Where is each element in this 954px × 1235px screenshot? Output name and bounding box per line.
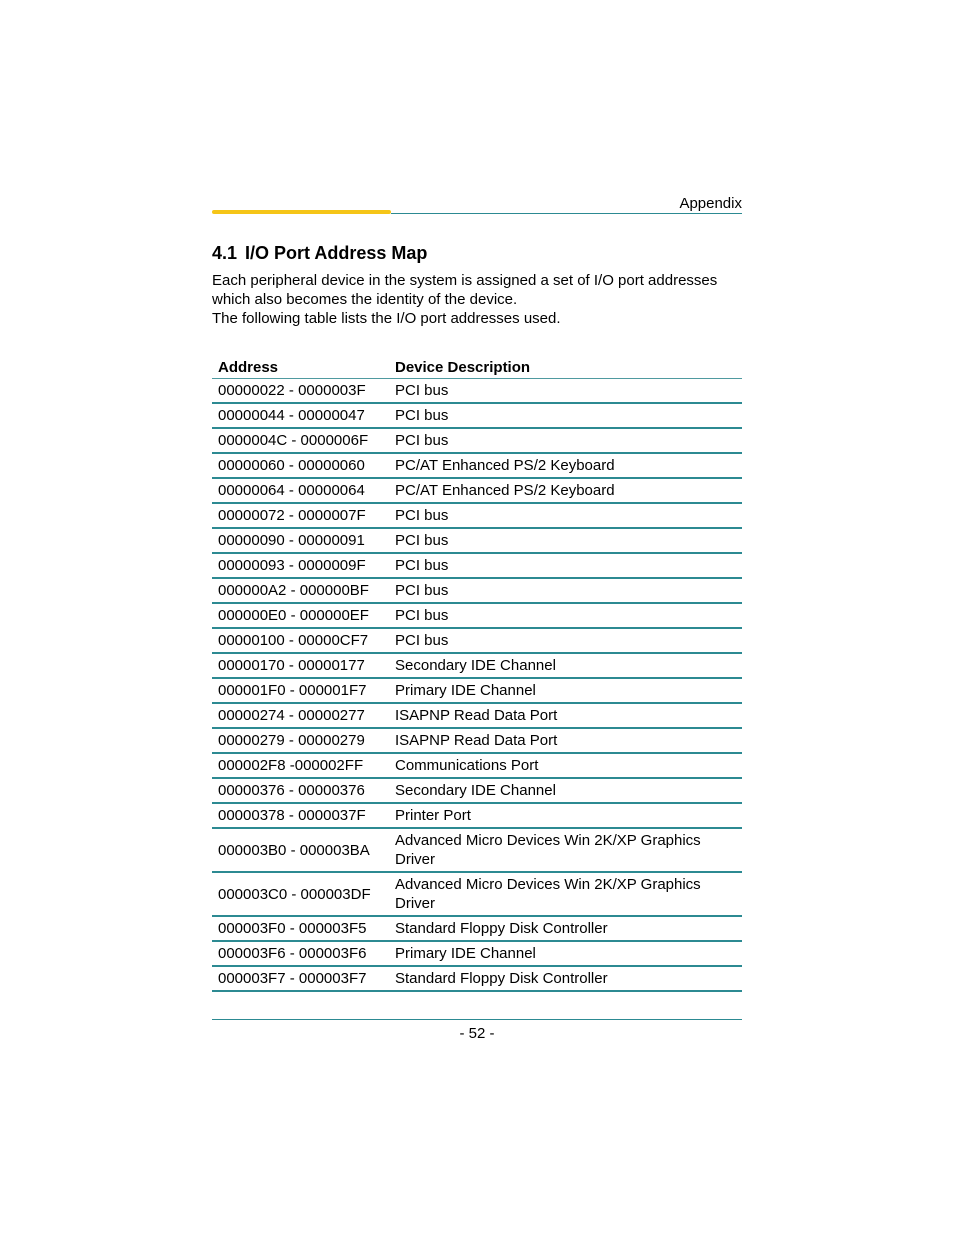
table-row [212, 653, 742, 678]
address-cell: 000003F0 - 000003F5 [212, 916, 389, 941]
address-cell: 00000274 - 00000277 [212, 703, 389, 728]
footer-rule [212, 1019, 742, 1020]
description-cell [389, 828, 742, 872]
header-accent-bar [212, 210, 391, 214]
description-cell: PC/AT Enhanced PS/2 Keyboard [389, 478, 742, 503]
column-header-description: Device Description [389, 356, 742, 379]
description-cell: Standard Floppy Disk Controller [389, 966, 742, 991]
header-rule [391, 213, 742, 214]
description-cell: PCI bus [389, 503, 742, 528]
table-row [212, 603, 742, 628]
address-cell: 00000376 - 00000376 [212, 778, 389, 803]
column-header-address: Address [212, 356, 389, 379]
address-cell: 00000100 - 00000CF7 [212, 628, 389, 653]
table-row [212, 528, 742, 553]
table-row [212, 778, 742, 803]
page-number: - 52 - [459, 1025, 495, 1042]
address-cell: 00000279 - 00000279 [212, 728, 389, 753]
table-row [212, 578, 742, 603]
address-cell: 00000044 - 00000047 [212, 403, 389, 428]
table-row [212, 828, 742, 872]
table-row [212, 379, 742, 404]
description-cell: PCI bus [389, 403, 742, 428]
address-cell: 00000090 - 00000091 [212, 528, 389, 553]
table-row [212, 753, 742, 778]
description-line: Driver [395, 895, 435, 912]
description-cell: Communications Port [389, 753, 742, 778]
table-row [212, 453, 742, 478]
description-cell: PCI bus [389, 428, 742, 453]
address-cell: 000000E0 - 000000EF [212, 603, 389, 628]
table-row [212, 966, 742, 991]
description-cell: PCI bus [389, 553, 742, 578]
description-line: Advanced Micro Devices Win 2K/XP Graphics [395, 832, 701, 849]
description-cell [389, 872, 742, 916]
table-row [212, 941, 742, 966]
section-title [212, 242, 427, 264]
table-row [212, 916, 742, 941]
description-cell: PC/AT Enhanced PS/2 Keyboard [389, 453, 742, 478]
table-row [212, 478, 742, 503]
description-cell: Primary IDE Channel [389, 678, 742, 703]
intro-line: which also becomes the identity of the device. [212, 291, 518, 308]
address-cell: 000003C0 - 000003DF [212, 872, 389, 916]
address-cell: 00000170 - 00000177 [212, 653, 389, 678]
description-cell: PCI bus [389, 603, 742, 628]
running-header: Appendix [679, 195, 742, 212]
intro-paragraph [212, 271, 747, 328]
description-cell: PCI bus [389, 578, 742, 603]
description-cell: Secondary IDE Channel [389, 778, 742, 803]
description-cell: PCI bus [389, 628, 742, 653]
table-row [212, 503, 742, 528]
table-row [212, 403, 742, 428]
description-cell: ISAPNP Read Data Port [389, 703, 742, 728]
table-row [212, 803, 742, 828]
table-row [212, 703, 742, 728]
description-line: Driver [395, 851, 435, 868]
description-cell: ISAPNP Read Data Port [389, 728, 742, 753]
address-cell: 00000064 - 00000064 [212, 478, 389, 503]
description-line: Advanced Micro Devices Win 2K/XP Graphics [395, 876, 701, 893]
description-cell: PCI bus [389, 528, 742, 553]
table-row [212, 553, 742, 578]
address-cell: 00000022 - 0000003F [212, 379, 389, 404]
section-title-text: I/O Port Address Map [245, 243, 428, 263]
address-cell: 000000A2 - 000000BF [212, 578, 389, 603]
table-row [212, 872, 742, 916]
description-cell: PCI bus [389, 379, 742, 404]
address-cell: 000003B0 - 000003BA [212, 828, 389, 872]
address-cell: 000002F8 -000002FF [212, 753, 389, 778]
table-row [212, 628, 742, 653]
address-cell: 0000004C - 0000006F [212, 428, 389, 453]
io-port-table [212, 356, 742, 992]
section-number: 4.1 [212, 243, 238, 263]
address-cell: 00000378 - 0000037F [212, 803, 389, 828]
address-cell: 00000072 - 0000007F [212, 503, 389, 528]
description-cell: Secondary IDE Channel [389, 653, 742, 678]
address-cell: 00000093 - 0000009F [212, 553, 389, 578]
intro-line: The following table lists the I/O port addresses used. [212, 310, 561, 327]
address-cell: 000003F7 - 000003F7 [212, 966, 389, 991]
table-row [212, 428, 742, 453]
description-cell: Primary IDE Channel [389, 941, 742, 966]
table-row [212, 678, 742, 703]
address-cell: 000003F6 - 000003F6 [212, 941, 389, 966]
table-row [212, 728, 742, 753]
address-cell: 000001F0 - 000001F7 [212, 678, 389, 703]
table-header-row [212, 356, 742, 379]
description-cell: Standard Floppy Disk Controller [389, 916, 742, 941]
intro-line: Each peripheral device in the system is assigned a set of I/O port addresses [212, 272, 718, 289]
description-cell: Printer Port [389, 803, 742, 828]
address-cell: 00000060 - 00000060 [212, 453, 389, 478]
